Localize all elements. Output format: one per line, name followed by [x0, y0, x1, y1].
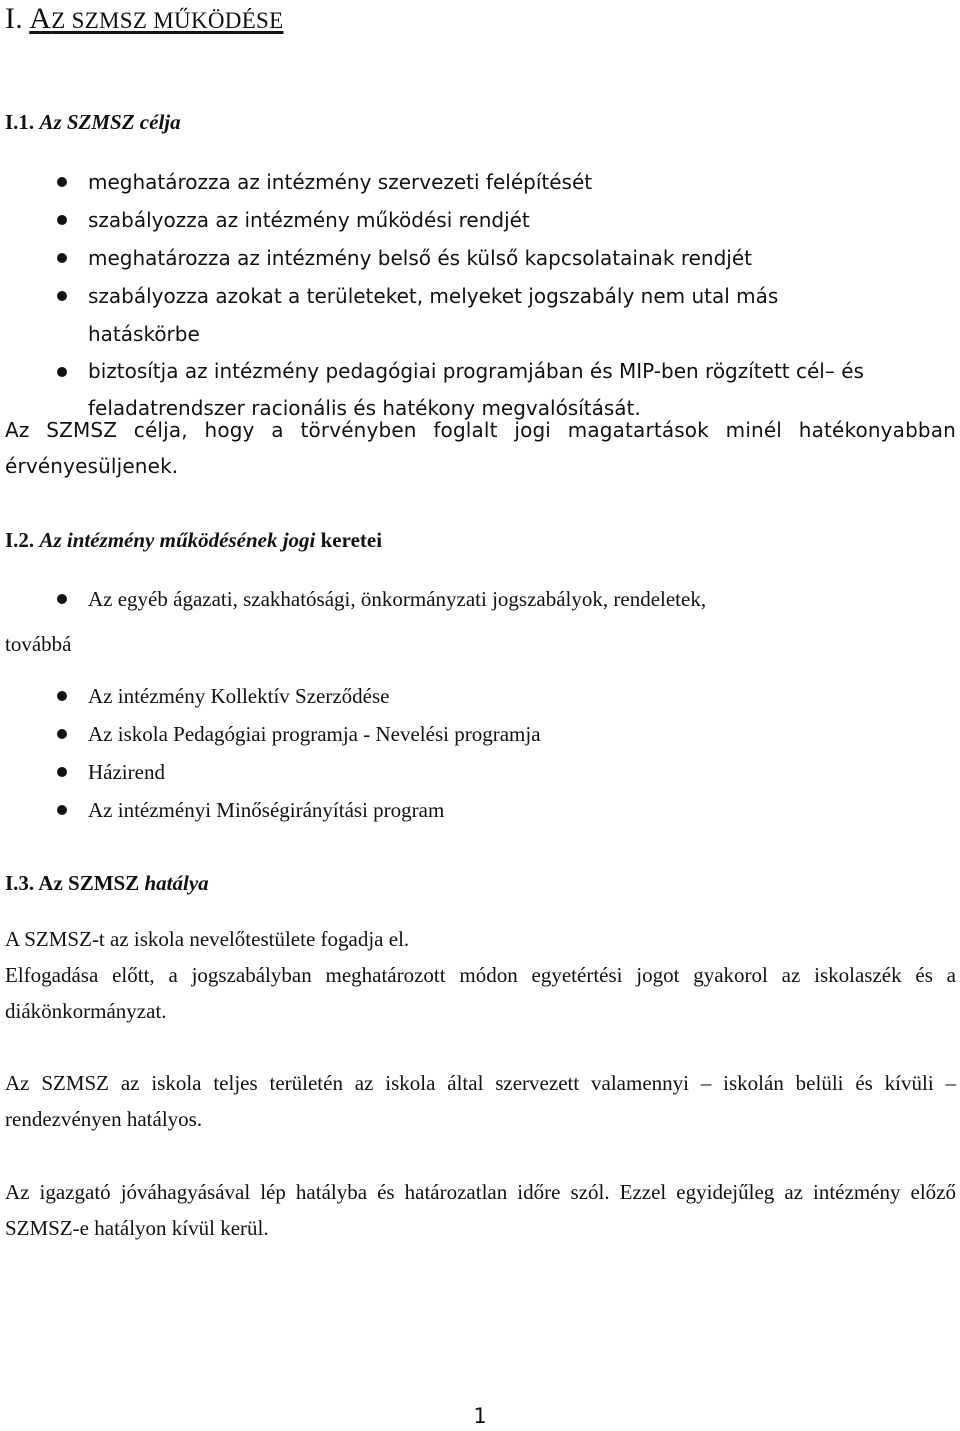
section-heading-2: I.2. Az intézmény működésének jogi keretei [5, 528, 383, 552]
list-item: Az iskola Pedagógiai programja - Nevelési programja [0, 715, 960, 753]
list-item: Az intézményi Minőségirányítási program [0, 791, 960, 829]
page-number: 1 [473, 1404, 487, 1428]
continuation-text: továbbá [5, 632, 72, 656]
list-item: meghatározza az intézmény szervezeti felépítését [0, 163, 960, 201]
section-heading-3: I.3. Az SZMSZ hatálya [5, 871, 209, 895]
bullet-icon [57, 177, 67, 187]
section1-paragraph: Az SZMSZ célja, hogy a törvényben foglalt jogi magatartások minél hatékonyabban érvényesüljenek. [5, 418, 956, 478]
list-item: szabályozza az intézmény működési rendjét [0, 201, 960, 239]
list-item: Az intézmény Kollektív Szerződése [0, 677, 960, 715]
bullet-icon [57, 253, 67, 263]
bullet-icon [57, 291, 67, 301]
section1-bullet-list [0, 163, 960, 427]
list-item: meghatározza az intézmény belső és külső kapcsolatainak rendjét [0, 239, 960, 277]
list-item: Az egyéb ágazati, szakhatósági, önkormányzati jogszabályok, rendeletek, [0, 580, 960, 618]
section3-paragraph-1-line-1: A SZMSZ-t az iskola nevelőtestülete fogadja el. [5, 927, 410, 951]
section2-bullet-list-second [0, 677, 960, 829]
chapter-number: I. [5, 2, 24, 35]
bullet-icon [57, 805, 67, 815]
chapter-title-text: AZ SZMSZ MŰKÖDÉSE [29, 2, 284, 35]
section3-paragraph-2: Az SZMSZ az iskola teljes területén az iskola által szervezett valamennyi – iskolán belüli és kívüli – rendezvényen hatályos. [5, 1071, 956, 1131]
bullet-icon [57, 729, 67, 739]
section3-paragraph-3: Az igazgató jóváhagyásával lép hatályba és határozatlan időre szól. Ezzel egyidejűleg az intézmény előző SZMSZ-e hatályon kívül kerül. [5, 1180, 956, 1240]
section3-paragraph-1-line-2: Elfogadása előtt, a jogszabályban meghatározott módon egyetértési jogot gyakorol az iskolaszék és a diákönkormányzat. [5, 963, 956, 1023]
chapter-title [5, 2, 283, 36]
bullet-icon [57, 215, 67, 225]
section-heading-1: I.1. Az SZMSZ célja [5, 110, 181, 134]
bullet-icon [57, 691, 67, 701]
bullet-icon [57, 594, 67, 604]
list-item: szabályozza azokat a területeket, melyeket jogszabály nem utal más hatáskörbe [0, 277, 960, 353]
list-item: biztosítja az intézmény pedagógiai programjában és MIP-ben rögzített cél– és feladatrendszer racionális és hatékony megvalósítását. [0, 353, 960, 427]
list-item: Házirend [0, 753, 960, 791]
bullet-icon [57, 767, 67, 777]
section2-bullet-list-first [0, 580, 960, 618]
bullet-icon [57, 367, 67, 377]
